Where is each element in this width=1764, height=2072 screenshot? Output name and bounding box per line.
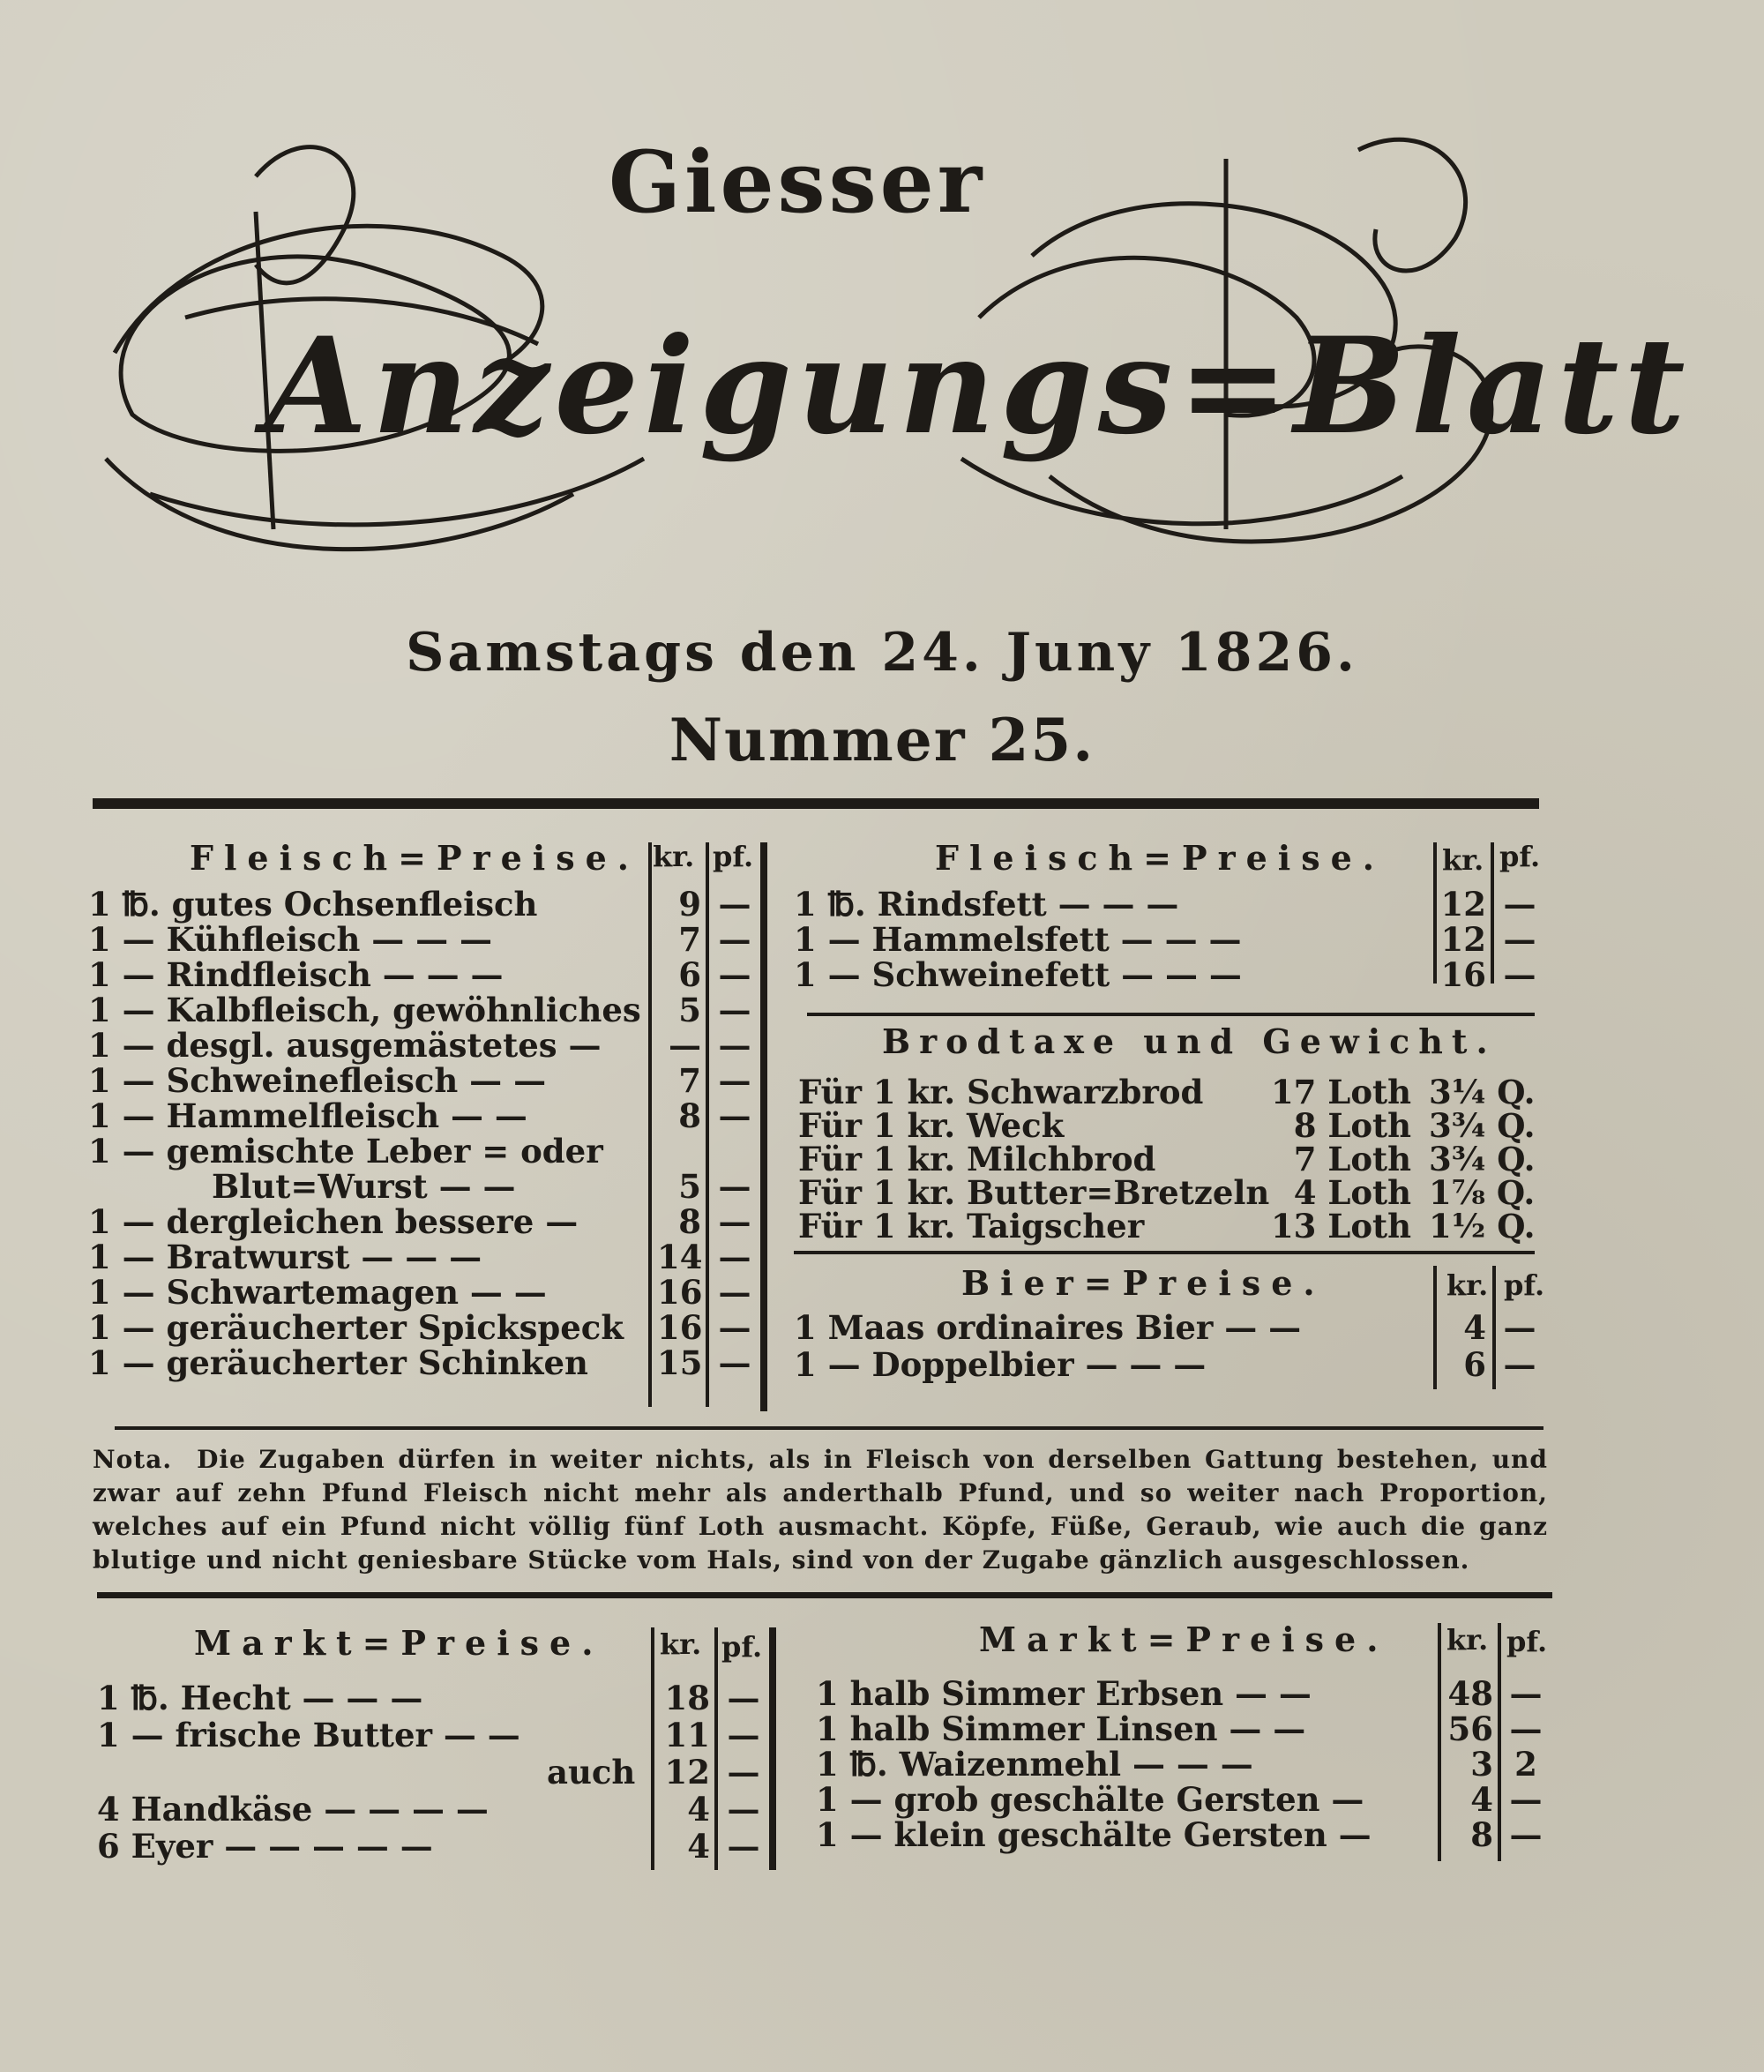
meat-left-row-label: 1 — geräucherter Schinken [88, 1343, 588, 1382]
meat-left-row-label: 1 ℔. gutes Ochsenfleisch [88, 885, 538, 924]
meat-right-row-pf: — [1503, 920, 1536, 959]
bread-row-label: Für 1 kr. Butter=Bretzeln [798, 1173, 1270, 1212]
market-right-row-label: 1 — klein geschälte Gersten — [816, 1815, 1372, 1854]
meat-left-row-pf: — [718, 920, 751, 959]
meat-left-row-label: 1 — geräucherter Spickspeck [88, 1308, 624, 1347]
nota-label: Nota. [93, 1445, 173, 1474]
beer-col-pf: pf. [1504, 1268, 1545, 1302]
meat-left-row-kr: 8 [678, 1096, 701, 1135]
bread-row-weight: 13 Loth [1270, 1207, 1411, 1245]
bread-row-q: 3¾ Q. [1429, 1106, 1536, 1145]
beer-col-kr: kr. [1446, 1268, 1489, 1302]
market-right-row-kr: 48 [1447, 1674, 1493, 1713]
column-divider [760, 842, 767, 1411]
market-divider [769, 1627, 776, 1870]
bread-row-label: Für 1 kr. Milchbrod [798, 1140, 1156, 1178]
meat-left-row-label: Blut=Wurst — — [212, 1167, 516, 1206]
meat-left-row-kr: 7 [678, 1061, 701, 1100]
bread-title: Brodtaxe und Gewicht. [882, 1021, 1497, 1061]
market-left-title: Markt=Preise. [194, 1623, 604, 1663]
market-right-row-label: 1 — grob geschälte Gersten — [816, 1780, 1364, 1819]
nota-text: Die Zugaben dürfen in weiter nichts, als in Fleisch von derselben Gattung bestehen, und zwar auf zehn Pfund Fleisch nicht mehr als anderthalb Pfund, und so weiter nach Proportion, welches auf ein Pfund nicht völlig fünf Loth ausmacht. Köpfe, Füße, Geraub, wie auch die ganz blutige und nicht geniesbare Stücke vom Hals, sind von der Zugabe gänzlich ausgeschlossen. [93, 1445, 1548, 1575]
meat-left-row-pf: — [718, 1202, 751, 1241]
beer-row-label: 1 — Doppelbier — — — [794, 1345, 1207, 1384]
market-right-row-label: 1 halb Simmer Linsen — — [816, 1709, 1306, 1748]
bread-row-label: Für 1 kr. Schwarzbrod [798, 1073, 1204, 1111]
masthead-title: Anzeigungs=Blatt [265, 309, 1691, 464]
meat-left-row-label: 1 — dergleichen bessere — [88, 1202, 579, 1241]
meat-left-col-kr: kr. [653, 840, 695, 873]
market-left-row-kr: 11 [664, 1716, 710, 1754]
beer-row-kr: 4 [1463, 1308, 1486, 1347]
market-right-kr-rule [1438, 1623, 1441, 1861]
meat-right-row-label: 1 — Hammelsfett — — — [794, 920, 1242, 959]
beer-row-pf: — [1503, 1345, 1536, 1384]
meat-right-row-pf: — [1503, 885, 1536, 924]
meat-left-row-kr: 15 [657, 1343, 703, 1382]
bread-row-q: 3¼ Q. [1429, 1073, 1536, 1111]
market-left-kr-rule [651, 1627, 654, 1870]
market-left-pf-rule [714, 1627, 718, 1870]
beer-row-label: 1 Maas ordinaires Bier — — [794, 1308, 1302, 1347]
market-left-row-kr: 12 [664, 1753, 710, 1791]
top-rule [93, 798, 1539, 809]
bread-row-label: Für 1 kr. Taigscher [798, 1207, 1145, 1245]
market-left-row-pf: — [727, 1753, 760, 1791]
market-left-row-kr: 4 [687, 1790, 710, 1829]
market-left-row-pf: — [727, 1679, 760, 1717]
masthead-top: Giesser [609, 132, 986, 232]
issue-number: Nummer 25. [669, 706, 1095, 774]
nota-bottom-rule [97, 1592, 1552, 1598]
meat-left-row-label: 1 — Schweinefleisch — — [88, 1061, 547, 1100]
market-right-row-pf: — [1509, 1815, 1543, 1854]
meat-left-row-pf: — [718, 991, 751, 1029]
meat-right-title: Fleisch=Preise. [935, 838, 1386, 878]
meat-left-row-pf: — [718, 1308, 751, 1347]
meat-left-row-pf: — [718, 955, 751, 994]
meat-right-row-kr: 12 [1440, 885, 1486, 924]
meat-right-kr-rule [1433, 842, 1437, 984]
meat-left-row-pf: — [718, 885, 751, 924]
meat-right-pf-rule [1491, 842, 1494, 984]
market-left-row-kr: 4 [687, 1827, 710, 1866]
meat-right-row-kr: 12 [1440, 920, 1486, 959]
meat-left-kr-rule [648, 842, 652, 1407]
market-left-row-label: 1 — frische Butter — — [97, 1716, 520, 1754]
market-left-row-label: 4 Handkäse — — — — [97, 1790, 489, 1829]
market-left-row-pf: — [727, 1790, 760, 1829]
meat-right-col-pf: pf. [1499, 840, 1541, 873]
bread-row-weight: 4 Loth [1293, 1173, 1411, 1212]
meat-left-row-label: 1 — Kühfleisch — — — [88, 920, 493, 959]
meat-left-row-label: 1 — Kalbfleisch, gewöhnliches [88, 991, 641, 1029]
meat-left-row-kr: 8 [678, 1202, 701, 1241]
meat-left-row-pf: — [718, 1026, 751, 1065]
bread-rule [807, 1013, 1535, 1016]
market-left-row-pf: — [727, 1827, 760, 1866]
meat-left-row-kr: 16 [657, 1308, 703, 1347]
beer-row-pf: — [1503, 1308, 1536, 1347]
meat-right-row-kr: 16 [1440, 955, 1486, 994]
market-right-row-kr: 4 [1470, 1780, 1493, 1819]
meat-right-row-label: 1 ℔. Rindsfett — — — [794, 885, 1179, 924]
market-left-row-label: auch [547, 1753, 636, 1791]
meat-left-row-label: 1 — Schwartemagen — — [88, 1273, 547, 1312]
market-right-col-pf: pf. [1506, 1625, 1548, 1658]
market-right-row-pf: — [1509, 1780, 1543, 1819]
market-right-row-label: 1 ℔. Waizenmehl — — — [816, 1745, 1253, 1784]
bread-row-weight: 8 Loth [1293, 1106, 1411, 1145]
market-left-row-label: 6 Eyer — — — — — [97, 1827, 433, 1866]
bread-row-label: Für 1 kr. Weck [798, 1106, 1065, 1145]
meat-left-row-label: 1 — gemischte Leber = oder [88, 1132, 603, 1171]
market-right-row-kr: 3 [1470, 1745, 1493, 1784]
market-right-col-kr: kr. [1446, 1623, 1489, 1657]
bread-row-weight: 17 Loth [1270, 1073, 1411, 1111]
market-left-row-label: 1 ℔. Hecht — — — [97, 1679, 423, 1717]
bread-row-q: 1½ Q. [1429, 1207, 1536, 1245]
meat-left-row-kr: 9 [678, 885, 701, 924]
market-left-row-kr: 18 [664, 1679, 710, 1717]
market-left-col-kr: kr. [660, 1627, 702, 1661]
market-right-row-kr: 56 [1447, 1709, 1493, 1748]
meat-left-pf-rule [706, 842, 709, 1407]
beer-pf-rule [1492, 1266, 1496, 1389]
meat-left-row-pf: — [718, 1061, 751, 1100]
meat-left-row-kr: 7 [678, 920, 701, 959]
meat-left-col-pf: pf. [713, 840, 754, 873]
issue-date: Samstags den 24. Juny 1826. [406, 622, 1358, 684]
market-left-col-pf: pf. [721, 1630, 763, 1664]
meat-left-row-kr: 6 [678, 955, 701, 994]
meat-left-row-kr: 5 [678, 991, 701, 1029]
market-right-title: Markt=Preise. [979, 1619, 1389, 1659]
bread-row-weight: 7 Loth [1293, 1140, 1411, 1178]
meat-left-title: Fleisch=Preise. [190, 838, 640, 878]
meat-left-row-kr: 14 [657, 1238, 703, 1276]
market-left-row-pf: — [727, 1716, 760, 1754]
meat-left-row-label: 1 — Hammelfleisch — — [88, 1096, 527, 1135]
nota-top-rule [115, 1426, 1544, 1430]
meat-left-row-label: 1 — Bratwurst — — — [88, 1238, 482, 1276]
meat-left-row-kr: 5 [678, 1167, 701, 1206]
market-right-pf-rule [1498, 1623, 1501, 1861]
meat-left-row-pf: — [718, 1096, 751, 1135]
meat-left-row-kr: 16 [657, 1273, 703, 1312]
meat-left-row-label: 1 — desgl. ausgemästetes — [88, 1026, 602, 1065]
beer-title: Bier=Preise. [961, 1263, 1326, 1303]
meat-left-row-pf: — [718, 1343, 751, 1382]
meat-right-row-pf: — [1503, 955, 1536, 994]
meat-left-row-kr: — [669, 1026, 701, 1065]
meat-left-row-label: 1 — Rindfleisch — — — [88, 955, 504, 994]
bread-row-q: 3¾ Q. [1429, 1140, 1536, 1178]
meat-left-row-pf: — [718, 1238, 751, 1276]
meat-left-row-pf: — [718, 1167, 751, 1206]
beer-rule [794, 1251, 1535, 1254]
market-right-row-pf: — [1509, 1709, 1543, 1748]
meat-left-row-pf: — [718, 1273, 751, 1312]
bread-row-q: 1⅞ Q. [1429, 1173, 1536, 1212]
nota [93, 1443, 1548, 1577]
meat-right-col-kr: kr. [1442, 843, 1484, 877]
meat-right-row-label: 1 — Schweinefett — — — [794, 955, 1242, 994]
beer-row-kr: 6 [1463, 1345, 1486, 1384]
market-right-row-label: 1 halb Simmer Erbsen — — [816, 1674, 1312, 1713]
market-right-row-pf: — [1509, 1674, 1543, 1713]
market-right-row-kr: 8 [1470, 1815, 1493, 1854]
beer-kr-rule [1433, 1266, 1437, 1389]
market-right-row-pf: 2 [1514, 1745, 1537, 1784]
